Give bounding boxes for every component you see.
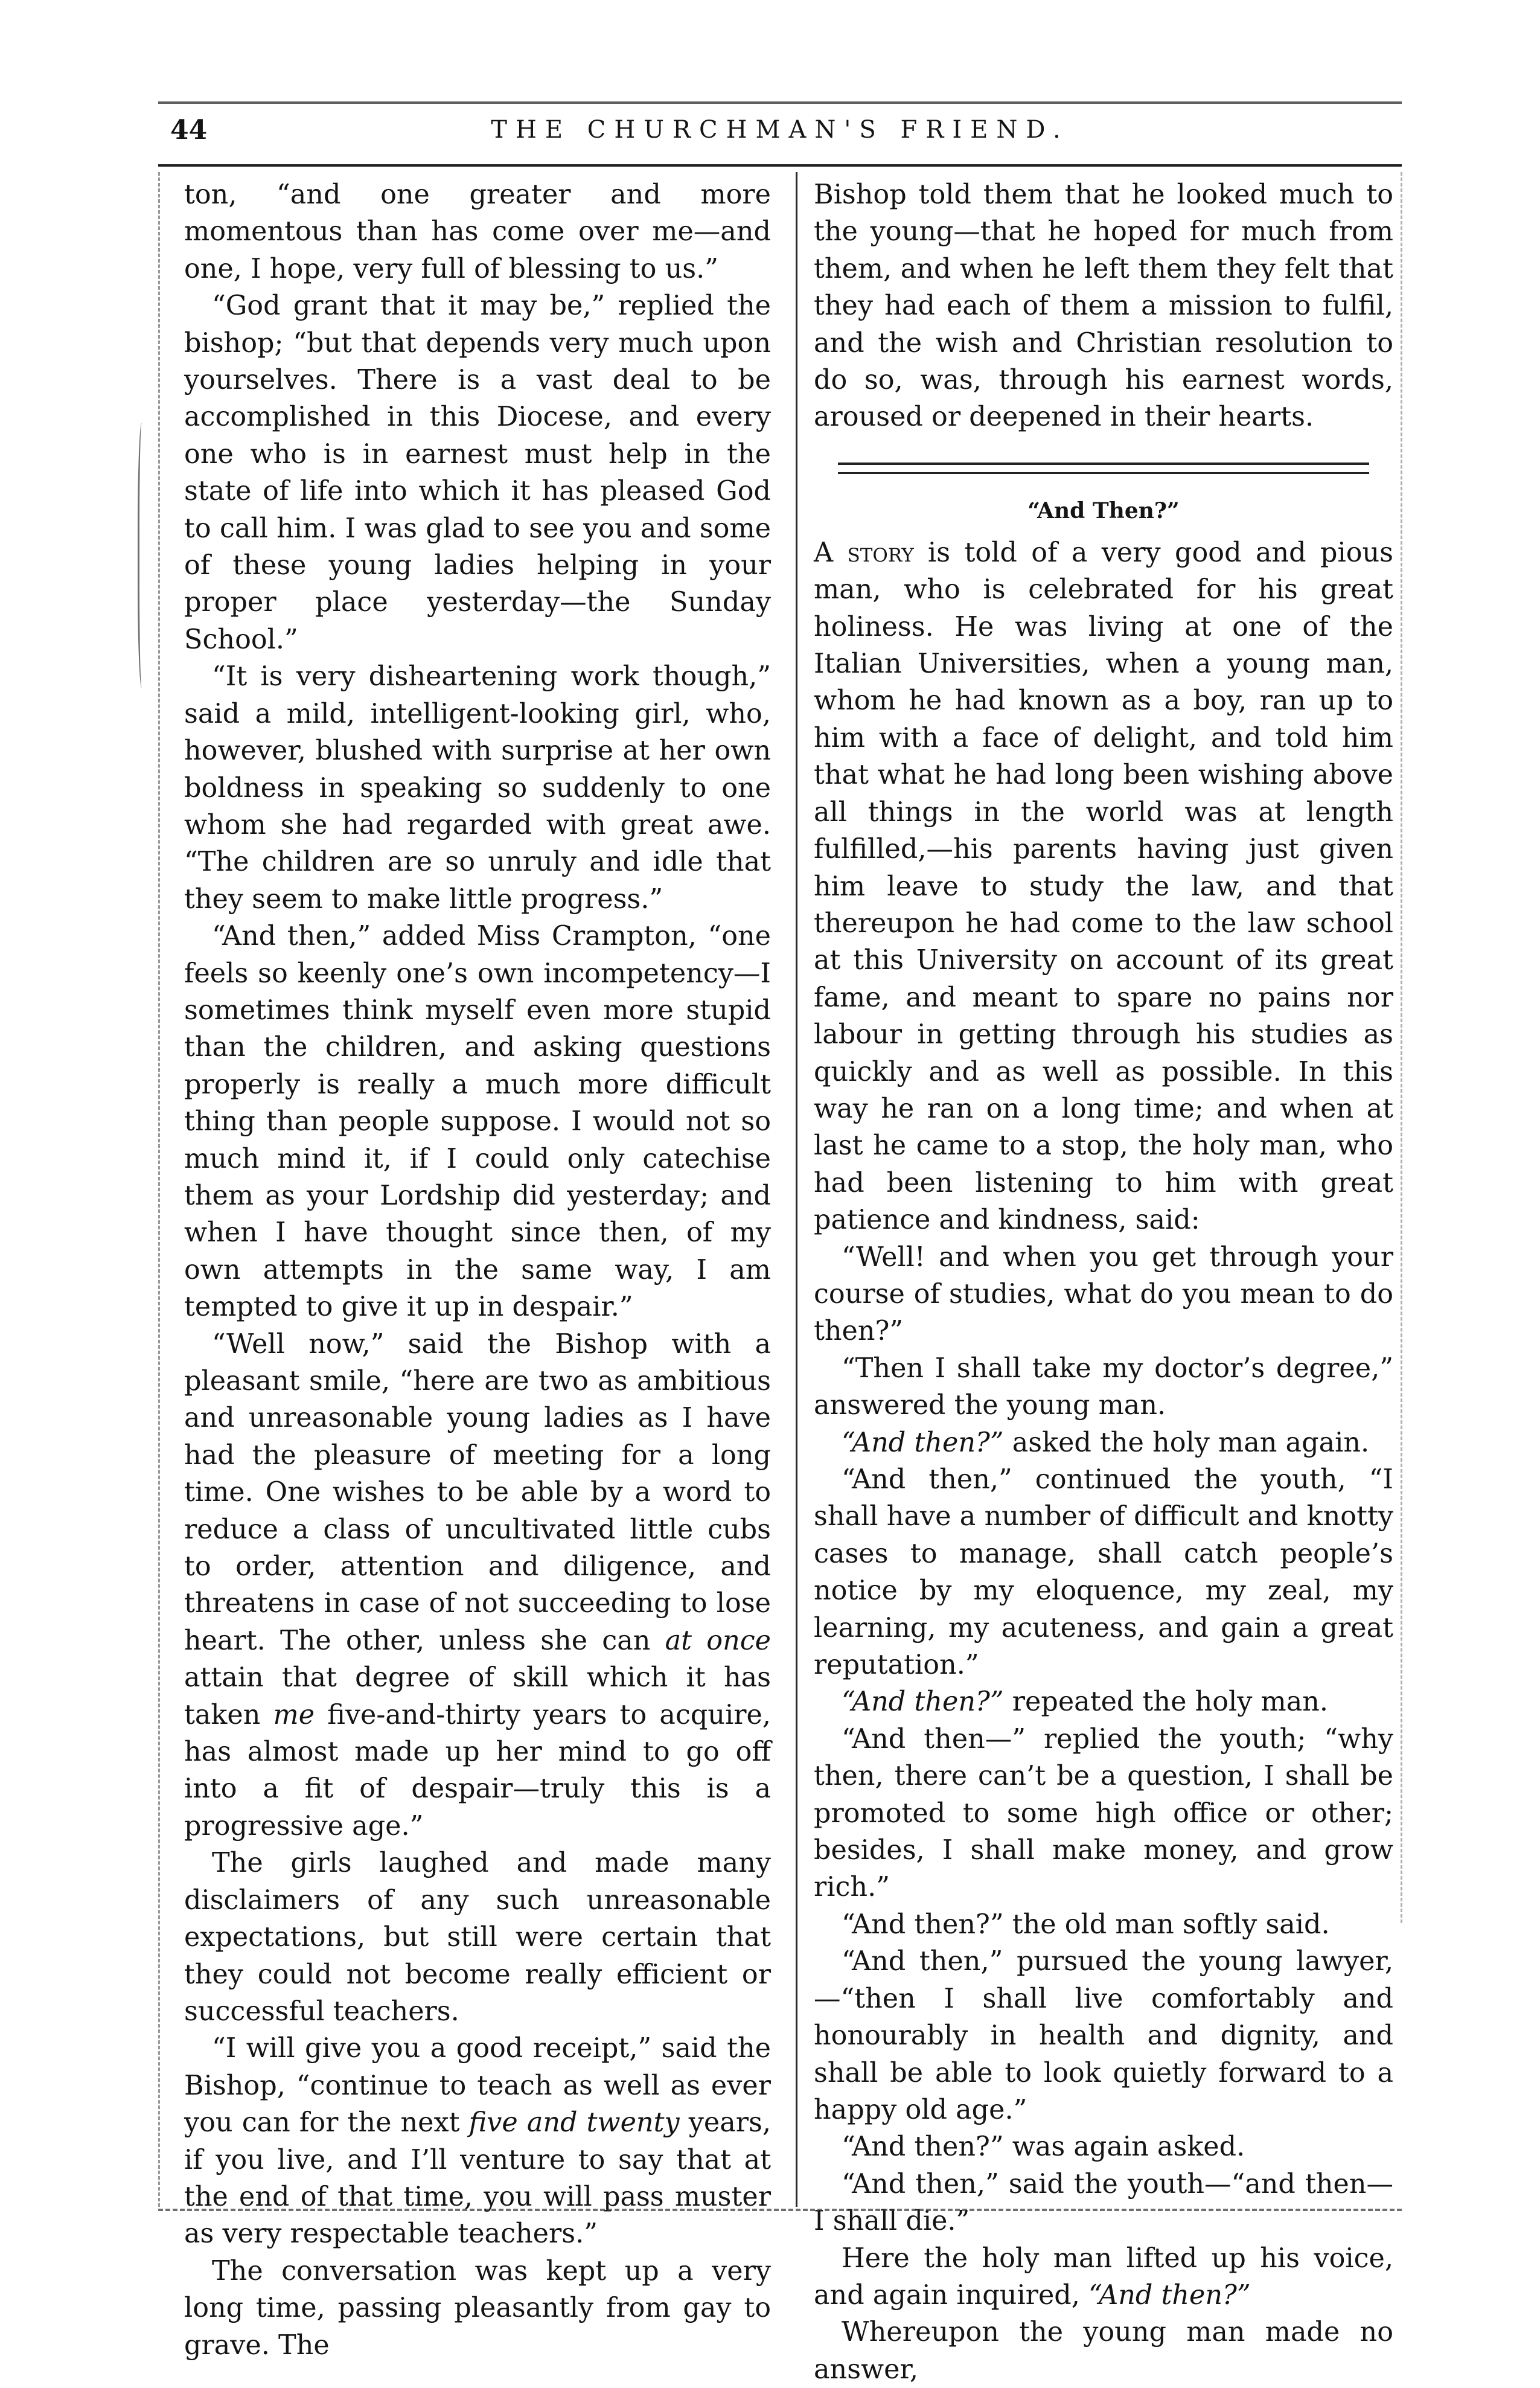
section-separator — [838, 463, 1369, 474]
paragraph: Bishop told them that he looked much to the young—that he hoped for much from them, and when he left them they felt that they had each of them a mission to fulfil, and the wish and Christian resolution to do so, was, through his earnest words, aroused or deepened in their hearts. — [814, 179, 1393, 433]
text-run: “Well now,” said the Bishop with a pleasant smile, “here are two as ambitious and unreasonable young ladies as I have had the pleasure of meeting for a long time. One wishes to be able by a word to reduce a class of uncultivated little cubs to order, attention and diligence, and threatens in case of not succeeding to lose heart. The other, unless she can — [184, 1328, 771, 1656]
text-run: is told of a very good and pious man, who is celebrated for his great holiness. He was living at one of the Italian Universities, when a young man, whom he had known as a boy, ran up to him with a face of delight, and told him that what he had long been wishing above all things in the world was at length fulfilled,—his parents having just given him leave to study the law, and that thereupon he had come to the law school at this University on account of its great fame, and meant to spare no pains nor labour in getting through his studies as quickly and as well as possible. In this way he ran on a long time; and when at last he came to a stop, the holy man, who had been listening to him with great patience and kindness, said: — [814, 537, 1393, 1236]
column-divider — [796, 172, 797, 2207]
paragraph — [814, 1424, 1393, 1461]
paragraph: “And then?” the old man softly said. — [842, 1909, 1330, 1940]
running-title: THE CHURCHMAN'S FRIEND. — [491, 116, 1069, 144]
paragraph: “It is very disheartening work though,” said a mild, intelligent-looking girl, who, however, blushed with surprise at her own boldness in speaking so suddenly to one whom she had regarded with great awe. “The children are so unruly and idle that they seem to make little progress.” — [184, 661, 771, 915]
paragraph: “And then,” said the youth—“and then—I shall die.” — [814, 2168, 1393, 2237]
italic-text: “And then?” — [842, 1427, 1004, 1458]
page-number: 44 — [170, 115, 208, 146]
right-margin-border — [1401, 172, 1404, 1923]
paragraph — [184, 1326, 771, 1845]
italic-text: five and twenty — [468, 2107, 680, 2139]
italic-text: “And then?” — [1088, 2279, 1251, 2311]
paragraph: Whereupon the young man made no answer, — [814, 2317, 1393, 2385]
right-column — [814, 176, 1393, 2388]
margin-bracket-mark — [138, 423, 148, 688]
italic-text: at once — [665, 1625, 771, 1656]
paragraph: “Then I shall take my doctor’s degree,” answered the young man. — [814, 1352, 1393, 1421]
text-run: Here the holy man lifted up his voice, and again inquired, — [814, 2242, 1393, 2311]
paragraph: “God grant that it may be,” replied the bishop; “but that depends very much upon yourselves. There is a vast deal to be accomplished in this Diocese, and every one who is in earnest must help in the state of life into which it has pleased God to call him. I was glad to see you and some of these young ladies helping in your proper place yesterday—the Sunday School.” — [184, 290, 771, 655]
text-run: “I will give you a good receipt,” said the Bishop, “continue to teach as well as ever you can for the next — [184, 2033, 771, 2139]
text-run: asked the holy man again. — [1003, 1427, 1370, 1458]
bottom-border-rule — [158, 2209, 1402, 2214]
paragraph — [814, 2240, 1393, 2314]
paragraph: “And then—” replied the youth; “why then, there can’t be a question, I shall be promoted to some high office or other; besides, I shall make money, and grow rich.” — [814, 1723, 1393, 1903]
italic-text: me — [273, 1699, 315, 1730]
paragraph: “And then?” was again asked. — [842, 2131, 1245, 2163]
paragraph: “Well! and when you get through your course of studies, what do you mean to do then?” — [814, 1241, 1393, 1347]
text-run: years, if you live, and I’ll venture to say that at the end of that time, you will pass muster as very respectable teachers.” — [184, 2107, 771, 2250]
text-run: five-and-thirty years to acquire, has almost made up her mind to go off into a fit of despair—truly this is a progressive age.” — [184, 1699, 771, 1842]
paragraph: “And then,” pursued the young lawyer,—“then I shall live comfortably and honourably in health and dignity, and shall be able to look quietly forward to a happy old age.” — [814, 1946, 1393, 2125]
text-run: attain that degree of skill which it has taken — [184, 1662, 771, 1730]
left-margin-border — [158, 172, 162, 2207]
top-border-rule — [158, 101, 1402, 104]
paragraph — [814, 1683, 1393, 1720]
paragraph: “And then,” added Miss Crampton, “one feels so keenly one’s own incompetency—I sometimes think myself even more stupid than the children, and asking questions properly is really a much more difficult thing than people suppose. I would not so much mind it, if I could only catechise them as your Lordship did yesterday; and when I have thought since then, of my own attempts in the same way, I am tempted to give it up in despair.” — [184, 921, 771, 1323]
lead-in-word: A story — [814, 537, 914, 568]
paragraph: ton, “and one greater and more momentous than has come over me—and one, I hope, very full of blessing to us.” — [184, 179, 771, 284]
paragraph — [184, 2030, 771, 2252]
header-rule — [158, 164, 1402, 167]
paragraph — [814, 534, 1393, 1239]
italic-text: “And then?” — [842, 1686, 1004, 1718]
paragraph: The conversation was kept up a very long time, passing pleasantly from gay to grave. The — [184, 2255, 771, 2361]
paragraph: The girls laughed and made many disclaimers of any such unreasonable expectations, but still were certain that they could not become really efficient or successful teachers. — [184, 1848, 771, 2027]
page-header — [158, 115, 1402, 163]
paragraph: “And then,” continued the youth, “I shall have a number of difficult and knotty cases to manage, shall catch people’s notice by my eloquence, my zeal, my learning, my acuteness, and gain a great reputation.” — [814, 1464, 1393, 1681]
left-column — [184, 176, 771, 2364]
article-title: “And Then?” — [1027, 498, 1180, 523]
text-run: repeated the holy man. — [1003, 1686, 1329, 1718]
